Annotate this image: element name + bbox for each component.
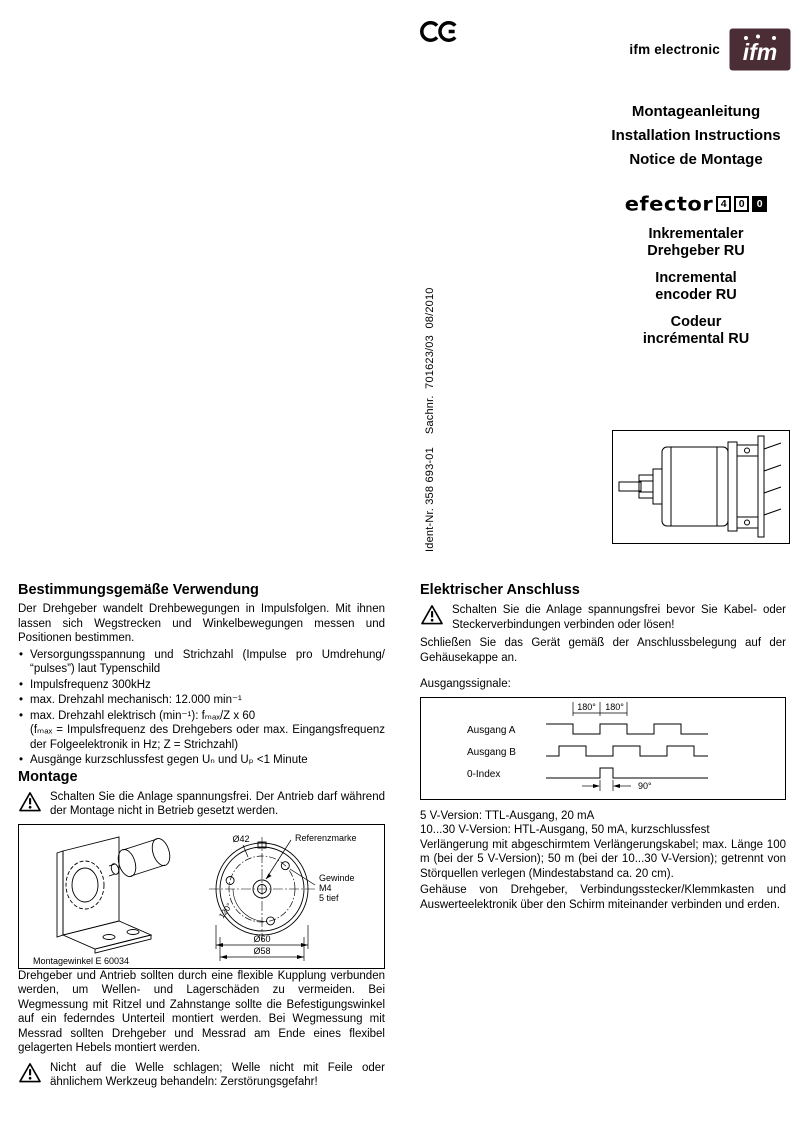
usage-intro: Der Drehgeber wandelt Drehbewegungen in Impulsfolgen. Mit ihnen lassen sich Wegstrecken und Winkelbewegungen messen und Positionen bestimmen. [18,603,385,644]
channel-index-label: 0-Index [467,768,501,780]
efector-digit-4: 4 [716,196,731,212]
usage-bullet-5: • Ausgänge kurzschlussfest gegen Uₙ und Uₚ <1 Minute [18,753,385,768]
product-name-de [600,226,792,260]
label-gewinde-2: M4 [319,882,332,893]
timing-diagram [421,698,783,798]
efector-digit-0b: 0 [752,196,767,212]
usage-bullet-1: • Versorgungsspannung und Strichzahl (Impulse pro Umdrehung/ “pulses”) laut Typenschild [18,648,385,677]
doc-title-en: Installation Instructions [611,127,781,144]
waveform-index [546,768,708,778]
electrical-warning [420,603,786,632]
waveform-a [546,724,708,734]
label-gewinde-3: 5 tief [319,892,339,903]
ident-number: Ident-Nr. 358 693-01 Sachnr. 701623/03 08/2010 [424,287,436,552]
version-10-30v: 10...30 V-Version: HTL-Ausgang, 50 mA, kurzschlussfest [420,824,710,836]
shaft-warning [18,1061,385,1090]
montage-warning-text: Schalten Sie die Anlage spannungsfrei. Der Antrieb darf während der Montage nicht in Betrieb gesetzt werden. [50,790,385,817]
usage-bullet-2: • Impulsfrequenz 300kHz [18,678,385,693]
usage-bullet-4 [18,709,385,753]
shaft-warning-text: Nicht auf die Welle schlagen; Welle nicht mit Feile oder ähnlichem Werkzeug behandeln: Zerstörungsgefahr! [50,1061,385,1088]
deg-90-label: 90° [638,780,652,791]
ifm-logo-text: ifm [742,39,778,65]
deg-180-first: 180° [577,701,596,712]
channel-b-label: Ausgang B [467,746,516,758]
encoder-front-view [209,837,315,941]
efector-logo [600,192,792,216]
product-image [612,430,790,544]
product-name-en-line2: encoder RU [655,287,737,303]
version-5v: 5 V-Version: TTL-Ausgang, 20 mA [420,809,595,822]
extension-paragraph: Verlängerung mit abgeschirmtem Verlängerungskabel; max. Länge 100 m (bei der 5 V-Version); 50 m (bei der 10...30 V-Version); getrennt von Störquellen verlegen (Mindestabstand ca. 20 cm). [420,838,786,880]
ce-mark-icon [420,20,462,43]
warning-triangle-icon [18,1062,42,1090]
ground-paragraph: Gehäuse von Drehgeber, Verbindungsstecker/Klemmkasten und Auswerteelektronik über den Schirm miteinander verbinden und erden. [420,884,786,911]
electrical-heading: Elektrischer Anschluss [420,582,580,598]
usage-bullet-4-main: max. Drehzahl elektrisch (min⁻¹): fₘₐₓ/Z x 60 [30,709,256,722]
deg-180-second: 180° [605,701,624,712]
product-name-fr-line2: incrémental RU [642,331,750,347]
left-column [18,582,385,1094]
efector-logo-text: efector [624,192,714,216]
product-name-en-line1: Incremental [655,270,737,286]
ifm-logo [729,28,791,71]
warning-triangle-icon [420,604,444,632]
waveform-b [546,746,708,756]
brand-name: ifm electronic [629,42,720,57]
usage-heading: Bestimmungsgemäße Verwendung [18,582,259,598]
version-info [420,809,786,838]
label-d42: Ø42 [232,833,250,844]
label-d60: Ø60 [253,933,271,944]
gewinde-leader [290,869,315,885]
product-name-de-line1: Inkrementaler [648,226,744,242]
usage-bullet-list [18,648,385,768]
montage-warning [18,790,385,819]
timing-diagram-box [420,697,786,800]
deg-90-marks [582,780,631,791]
channel-a-label: Ausgang A [467,724,516,736]
coupling-paragraph: Drehgeber und Antrieb sollten durch eine flexible Kupplung verbunden werden, um Wellen- und Lagerschäden zu vermeiden. Bei Wegmessung mit Ritzel und Zahnstange sollte die Befestigungswinkel auf ein federndes Unterteil montiert werden. Bei Wegmessung mit Messrad sollten Drehgeber und Messrad am Ende eines flexibel gelagerten Hebels montiert werden. [18,969,385,1054]
signals-label: Ausgangssignale: [420,678,511,690]
doc-title-fr: Notice de Montage [629,151,763,168]
label-gewinde-1: Gewinde [319,872,355,883]
right-column [420,582,786,914]
doc-title-de: Montageanleitung [631,103,761,120]
montage-heading: Montage [18,768,78,785]
drawing-caption: Montagewinkel E 60034 [33,955,130,966]
product-name-fr [600,314,792,348]
usage-bullet-3: • max. Drehzahl mechanisch: 12.000 min⁻¹ [18,693,385,708]
efector-digit-0a: 0 [734,196,749,212]
mounting-drawing-box [18,824,385,969]
warning-triangle-icon [18,791,42,819]
usage-bullet-4-note: (fₘₐₓ = Impulsfrequenz des Drehgebers oder max. Eingangsfrequenz der Folgeelektronik in Hz; Z = Strichzahl) [30,724,385,751]
label-angle-120: 120° [217,900,235,920]
title-block [600,104,792,348]
electrical-warning-text: Schalten Sie die Anlage spannungsfrei bevor Sie Kabel- oder Steckerverbindungen verbinden oder lösen! [452,604,786,631]
connect-paragraph: Schließen Sie das Gerät gemäß der Anschlussbelegung auf der Gehäusekappe an. [420,637,786,664]
product-name-fr-line1: Codeur [670,314,722,330]
label-d58: Ø58 [253,945,271,956]
mounting-bracket [57,837,151,953]
label-referenzmarke: Referenzmarke [295,832,357,843]
brand-header [629,28,791,71]
encoder-product-drawing [613,431,789,543]
mounting-drawing [19,825,384,968]
product-name-en [600,270,792,304]
product-name-de-line2: Drehgeber RU [647,243,745,259]
